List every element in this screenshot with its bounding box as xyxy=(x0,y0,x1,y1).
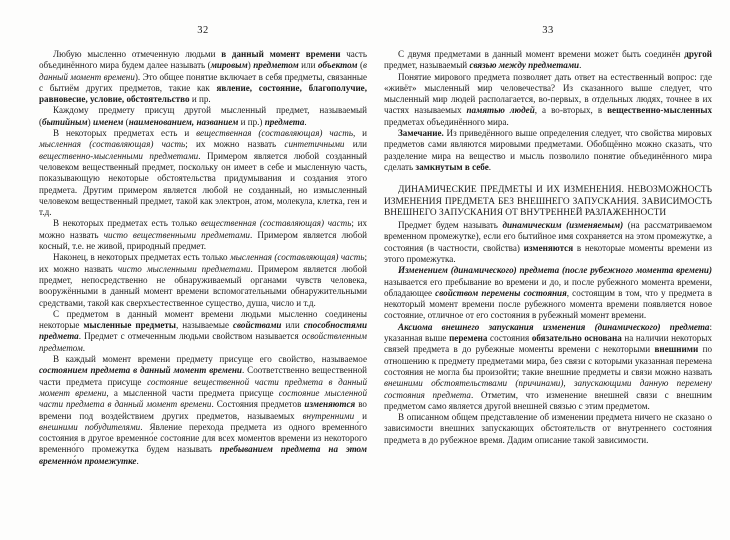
paragraph: Предмет будем называть динамическим (изменяемым) (на рассматриваемом временном промежутке), если его бытийное имя сохраняется на этом промежутке, а состояния (в частности, свойства) изменяются в некоторые моменты времени из этого промежутка. xyxy=(384,220,712,264)
paragraph: Изменением (динамического) предмета (после рубежного момента времени) называется его пребывание во времени и до, и после рубежного момента времени, обладающее свойством перемены состояния, состоящим в том, что у предмета в некоторый момент времени после рубежного момента времени появляется новое состояние, отличное от его состояния в рубежный момент времени. xyxy=(384,265,712,321)
page-33-body xyxy=(384,49,712,446)
page-33 xyxy=(384,25,712,446)
paragraph: Наконец, в некоторых предметах есть только мысленная (составляющая) часть; их можно назвать чисто мысленными предметами. Примером является любой предмет, непосредственно не обнаруживаемый органами чувств человека, вооружёнными в данный момент времени вспомогательными обнаружительными средствами, такой как сверхъестественное существо, душа, число и т.д. xyxy=(39,252,367,308)
paragraph: Любую мысленно отмеченную людьми в данный момент времени часть объединённого мира будем далее называть (мировым) предметом или объектом (в данный момент времени). Это общее понятие включает в себя предметы, связанные с бытиём других предметов, такие как явление, состояние, благополучие, равновесие, условие, обстоятельство и пр. xyxy=(39,49,368,105)
paragraph: В некоторых предметах есть и вещественная (составляющая) часть, и мысленная (составляющая) часть; их можно назвать синтетичными или вещественно-мысленными предметами. Примером является любой созданный человеком вещественный предмет, поскольку он имеет в себе и мысленную часть, показывающую некоторые обстоятельства придумывания и создания этого предмета. Другим примером является любой не созданный, но измысленный человеком вещественный предмет, такой как электрон, атом, молекула, клетка, ген и т.д. xyxy=(39,128,367,218)
paragraph: В описанном общем представление об изменении предмета ничего не сказано о зависимости внешних запускающих обстоятельств от внутреннего состояния предмета в до рубежное время. Дадим описание такой зависимости. xyxy=(384,412,712,445)
page-32 xyxy=(39,25,367,467)
paragraph: Аксиома внешнего запускания изменения (динамического) предмета: указанная выше перемена состояния обязательно основана на наличии некоторых связей предмета в до рубежные моменты времени с некоторыми внешними по отношению к предмету предметами мира, без связи с которыми указанная перемена состояния не могла бы произойти; такие внешние предметы и связи можно назвать внешними обстоятельствами (причинами), запускающими данную перемену состояния предмета. Отметим, что изменение внешней связи с внешним предметом само является другой внешней связью с этим предметом. xyxy=(384,321,713,411)
paragraph: С двумя предметами в данный момент времени может быть соединён другой предмет, называемый связью между предметами. xyxy=(384,49,712,71)
page-32-body xyxy=(39,49,367,467)
section-heading: ДИНАМИЧЕСКИЕ ПРЕДМЕТЫ И ИХ ИЗМЕНЕНИЯ. НЕВОЗМОЖНОСТЬ ИЗМЕНЕНИЯ ПРЕДМЕТА БЕЗ ВНЕШНЕГО ЗАПУСКАНИЯ. ЗАВИСИМОСТЬ ВНЕШНЕГО ЗАПУСКАНИЯ ОТ ВНУТРЕННЕЙ РАЗЛАЖЕННОСТИ xyxy=(384,185,712,219)
paragraph: С предметом в данный момент времени людьми мысленно соединены некоторые мысленные предметы, называемые свойствами или способностями предмета. Предмет с отмеченным людьми свойством называется освойствленным предметом. xyxy=(39,308,368,353)
page-number-right: 33 xyxy=(542,25,554,36)
paragraph: Понятие мирового предмета позволяет дать ответ на естественный вопрос: где «живёт» мысленный мир человечества? Из сказанного выше следует, что мысленный мир людей располагается, во-первых, в отдельных людях, точнее в их частях называемых памятью людей, а во-вторых, в вещественно-мысленных предметах объединённого мира. xyxy=(384,71,712,127)
paragraph: В каждый момент времени предмету присуще его свойство, называемое состоянием предмета в данный момент времени. Соответственно вещественной части предмета присуще состояние вещественной части предмета в данный момент времени, а мысленной части предмета присуще состояние мысленной части предмета в данный момент времени. Состояния предметов изменяются во времени под воздействием других предметов, называемых внутренними и внешними побудителями. Явление перехода предмета из одного временно́го состояния в другое временно́е состояние для всех моментов времени из некоторого временно́го промежутка будем называть пребыванием предмета на этом временно́м промежутке. xyxy=(39,354,368,466)
paragraph: Каждому предмету присущ другой мысленный предмет, называемый (бытийным) именем (наименованием, названием и пр.) предмета. xyxy=(39,105,367,127)
paragraph: В некоторых предметах есть только вещественная (составляющая) часть; их можно назвать чисто вещественными предметами. Примером является любой косный, т.е. не живой, природный предмет. xyxy=(39,218,367,252)
page-number-left: 32 xyxy=(197,25,209,36)
paragraph: Замечание. Из приведённого выше определения следует, что свойства мировых предметов сами являются мировыми предметами. Обобщённо можно сказать, что разделение мира на вещество и мысль позволило понятие объединённого мира сделать замкнутым в себе. xyxy=(384,128,712,172)
